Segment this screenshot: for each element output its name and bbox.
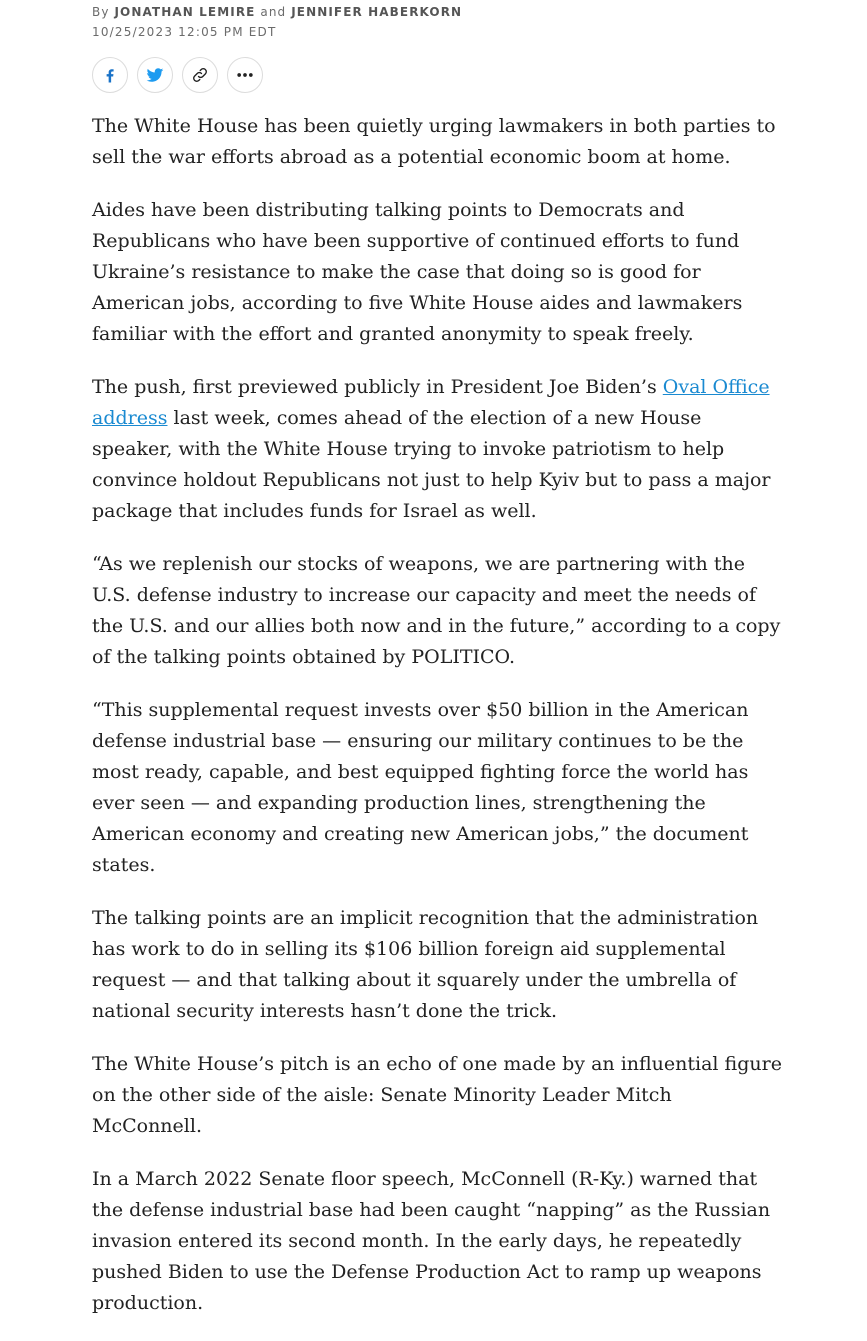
paragraph-5: “This supplemental request invests over $50 billion in the American defense industrial base — ensuring our military continues to be the most ready, capable, and best equipped fighting force the world has ever seen — and expanding production lines, strengthening the American economy and creating new American jobs,” the document states. [92, 699, 749, 876]
byline-conjunction: and [260, 5, 287, 19]
author-link-1[interactable]: JONATHAN LEMIRE [114, 5, 256, 19]
publish-timestamp: 10/25/2023 12:05 PM EDT [92, 25, 277, 39]
paragraph-3-start: The push, first previewed publicly in President Joe Biden’s [92, 376, 663, 398]
link-icon [191, 66, 209, 84]
oval-office-address-link[interactable]: Oval Office address [92, 376, 770, 429]
paragraph-4: “As we replenish our stocks of weapons, we are partnering with the U.S. defense industry to increase our capacity and meet the needs of the U.S. and our allies both now and in the future,” according to a copy of the talking points obtained by POLITICO. [92, 553, 781, 668]
article [92, 0, 782, 1341]
paragraph-3-end: last week, comes ahead of the election of a new House speaker, with the White House trying to invoke patriotism to help convince holdout Republicans not just to help Kyiv but to pass a major package that includes funds for Israel as well. [92, 407, 771, 522]
share-facebook-button[interactable] [92, 57, 128, 93]
paragraph-1: The White House has been quietly urging lawmakers in both parties to sell the war efforts abroad as a potential economic boom at home. [92, 115, 776, 168]
paragraph-3 [92, 372, 782, 527]
byline-prefix: By [92, 5, 110, 19]
share-bar [92, 57, 782, 93]
share-more-button[interactable] [227, 57, 263, 93]
paragraph-6: The talking points are an implicit recognition that the administration has work to do in selling its $106 billion foreign aid supplemental request — and that talking about it squarely under the umbrella of national security interests hasn’t done the trick. [92, 907, 759, 1022]
author-link-2[interactable]: JENNIFER HABERKORN [291, 5, 463, 19]
byline [92, 5, 782, 23]
facebook-icon [101, 66, 119, 84]
more-icon [235, 65, 255, 85]
twitter-icon [145, 65, 165, 85]
share-twitter-button[interactable] [137, 57, 173, 93]
share-link-button[interactable] [182, 57, 218, 93]
article-body [92, 111, 782, 1319]
paragraph-2: Aides have been distributing talking points to Democrats and Republicans who have been supportive of continued efforts to fund Ukraine’s resistance to make the case that doing so is good for American jobs, according to five White House aides and lawmakers familiar with the effort and granted anonymity to speak freely. [92, 199, 743, 345]
paragraph-8: In a March 2022 Senate floor speech, McConnell (R-Ky.) warned that the defense industrial base had been caught “napping” as the Russian invasion entered its second month. In the early days, he repeatedly pushed Biden to use the Defense Production Act to ramp up weapons production. [92, 1168, 771, 1314]
paragraph-7: The White House’s pitch is an echo of one made by an influential figure on the other side of the aisle: Senate Minority Leader Mitch McConnell. [92, 1053, 782, 1137]
